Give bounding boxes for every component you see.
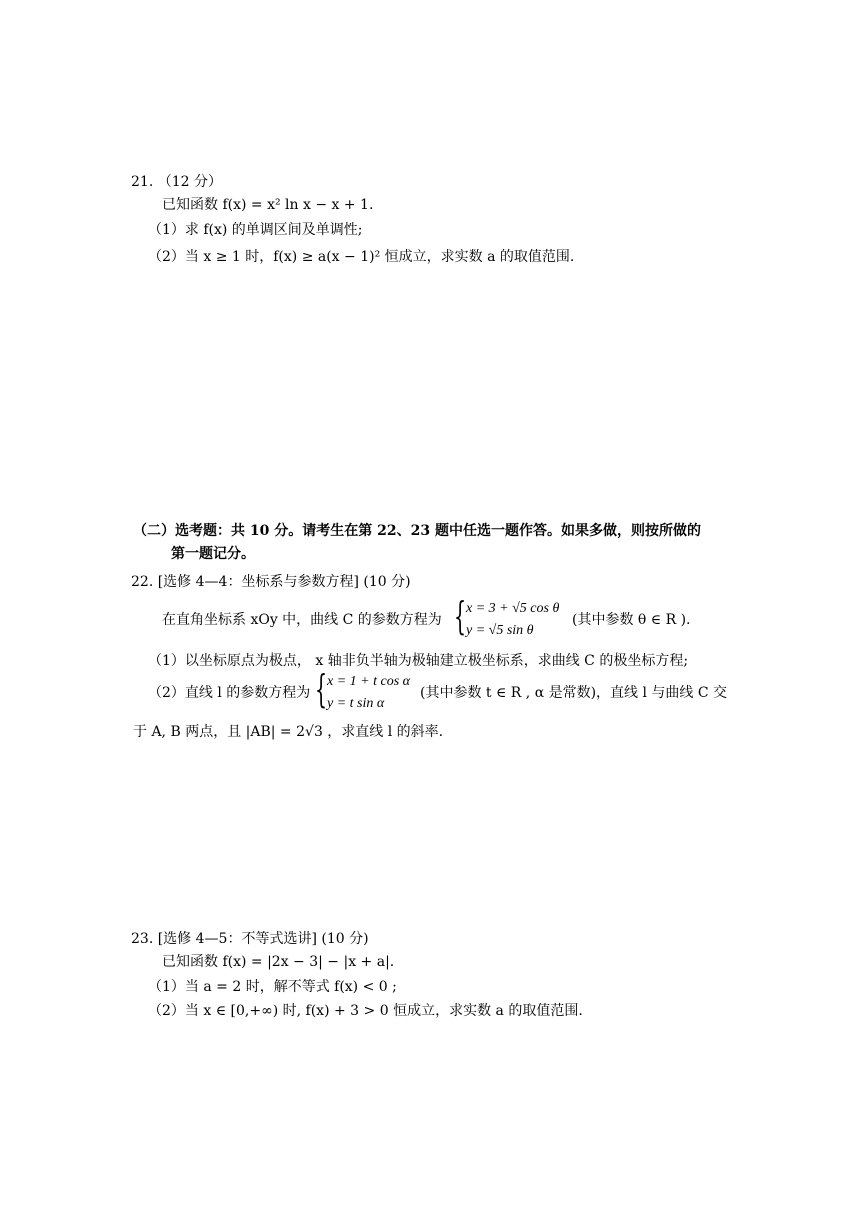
q22-part2-continuation: 于 A, B 两点，且 |AB| = 2√3 ，求直线 l 的斜率. <box>133 724 444 740</box>
elective-instruction-line1: （二）选考题：共 10 分。请考生在第 22、23 题中任选一题作答。如果多做，则按所做的 <box>133 523 701 539</box>
q21-stem: 已知函数 f(x) = x² ln x − x + 1. <box>162 197 374 213</box>
line-eq-y: y = t sin α <box>327 696 385 711</box>
left-brace-glyph: { <box>454 594 467 638</box>
curve-eq-x: x = 3 + √5 cos θ <box>466 601 560 616</box>
q22-part2-prefix: （2）直线 l 的参数方程为 <box>148 685 311 701</box>
q23-part1: （1）当 a = 2 时，解不等式 f(x) < 0 ; <box>148 979 397 995</box>
curve-eq-y: y = √5 sin θ <box>466 623 534 638</box>
q21-part2: （2）当 x ≥ 1 时，f(x) ≥ a(x − 1)² 恒成立，求实数 a 的取值范围. <box>148 249 575 265</box>
q23-stem: 已知函数 f(x) = |2x − 3| − |x + a|. <box>162 954 395 970</box>
line-eq-x: x = 1 + t cos α <box>327 674 411 689</box>
q21-part1: （1）求 f(x) 的单调区间及单调性; <box>148 222 363 238</box>
q22-stem-prefix: 在直角坐标系 xOy 中，曲线 C 的参数方程为 <box>162 612 442 628</box>
left-brace-glyph: { <box>315 667 328 711</box>
q22-part1: （1）以坐标原点为极点， x 轴非负半轴为极轴建立极坐标系，求曲线 C 的极坐标方程; <box>148 653 689 669</box>
q22-curve-parametric-system <box>454 594 574 642</box>
q23-header: 23. [选修 4—5：不等式选讲] (10 分) <box>131 931 369 947</box>
q22-line-parametric-system <box>315 667 425 715</box>
q22-header: 22. [选修 4—4：坐标系与参数方程] (10 分) <box>131 574 411 590</box>
elective-instruction-line2: 第一题记分。 <box>171 546 255 562</box>
q22-stem-suffix: (其中参数 θ ∈ R ). <box>572 612 691 628</box>
q23-part2: （2）当 x ∈ [0,+∞) 时, f(x) + 3 > 0 恒成立，求实数 a 的取值范围. <box>148 1003 583 1019</box>
q21-header: 21. （12 分） <box>131 174 222 190</box>
q22-part2-suffix: (其中参数 t ∈ R , α 是常数)，直线 l 与曲线 C 交 <box>420 685 728 701</box>
